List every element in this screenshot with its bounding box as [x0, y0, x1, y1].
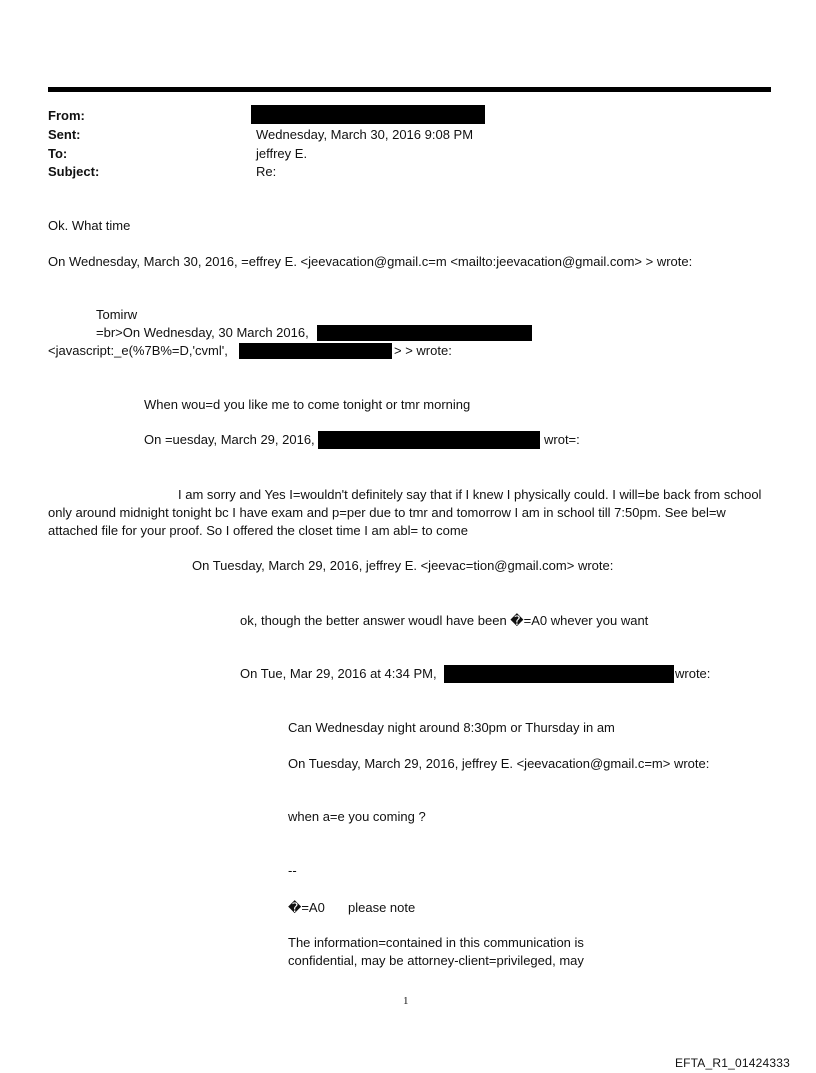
sent-value: Wednesday, March 30, 2016 9:08 PM — [256, 127, 474, 142]
quote-2-header: On =uesday, March 29, 2016, — [144, 432, 315, 447]
quote-4-wrote: wrote: — [675, 666, 711, 681]
quote-1-address: <javascript:_e(%7B%=D,'cvml', — [48, 343, 228, 358]
subject-value: Re: — [256, 164, 277, 179]
reply-line: Ok. What time — [48, 218, 131, 233]
note-label: please note — [348, 900, 416, 915]
subject-label: Subject: — [48, 164, 100, 179]
quote-1-text: Tomirw — [96, 307, 138, 322]
to-value: jeffrey E. — [256, 146, 308, 161]
quote-header-1: On Wednesday, March 30, 2016, =effrey E. <jeevacation@gmail.c=m <mailto:jeevacation@gmail.com> > wrote: — [48, 254, 693, 269]
signature-separator: -- — [288, 863, 297, 878]
quote-4-header: On Tue, Mar 29, 2016 at 4:34 PM, — [240, 666, 437, 681]
confidentiality-line-1: The information=contained in this communication is — [288, 935, 584, 950]
quote-1-redaction-a — [317, 325, 532, 341]
confidentiality-line-2: confidential, may be attorney-client=privileged, may — [288, 953, 584, 968]
quote-5-header: On Tuesday, March 29, 2016, jeffrey E. <jeevacation@gmail.c=m> wrote: — [288, 756, 710, 771]
quote-3-paragraph: I am sorry and Yes I=wouldn't definitely say that if I knew I physically could. I will=be back from school only around midnight tonight bc I have exam and p=per due to tmr and tomorrow I am in school till 7:50pm. See bel=w attached file for your proof. So I offered the closet time I am abl= to come — [48, 487, 762, 538]
page-number: 1 — [403, 995, 409, 1007]
quote-3-header: On Tuesday, March 29, 2016, jeffrey E. <jeevac=tion@gmail.com> wrote: — [192, 558, 614, 573]
to-label: To: — [48, 146, 68, 161]
quote-4-text: ok, though the better answer woudl have been �=A0 whever you want — [240, 613, 649, 628]
quote-1-wrote: > > wrote: — [394, 343, 452, 358]
document-id: EFTA_R1_01424333 — [674, 1056, 790, 1070]
quote-6-text: when a=e you coming ? — [288, 809, 426, 824]
quote-1-header: =br>On Wednesday, 30 March 2016, — [96, 325, 309, 340]
header-rule — [48, 87, 771, 92]
quote-1-redaction-b — [239, 343, 392, 359]
note-marker: �=A0 — [288, 900, 325, 915]
quote-4-redaction — [444, 665, 674, 683]
quote-2-wrote: wrot=: — [544, 432, 580, 447]
from-redaction — [251, 105, 485, 124]
quote-2-redaction — [318, 431, 540, 449]
quote-2-text: When wou=d you like me to come tonight or tmr morning — [144, 397, 471, 412]
from-label: From: — [48, 108, 85, 123]
quote-5-text: Can Wednesday night around 8:30pm or Thursday in am — [288, 720, 615, 735]
sent-label: Sent: — [48, 127, 81, 142]
